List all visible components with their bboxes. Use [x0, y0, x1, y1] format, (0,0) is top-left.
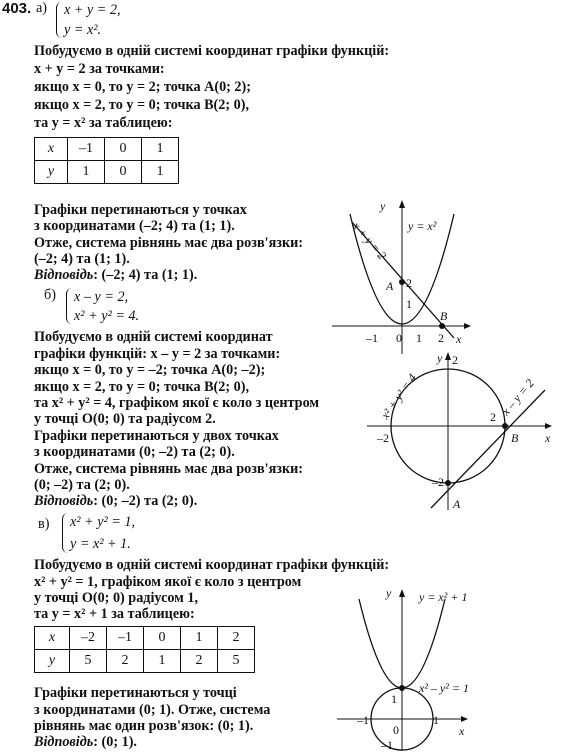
graph-a-line-label: x + y = 2 [349, 218, 390, 263]
part-c-line4: та y = x² + 1 за таблицею: [34, 606, 195, 622]
part-a-answer [34, 268, 197, 283]
part-a-eq1: x + y = 2, [64, 2, 121, 18]
answer-label: Відповідь [34, 734, 94, 750]
part-c-res2: з координатами (0; 1). Отже, система [34, 702, 271, 718]
problem-number: 403. [2, 0, 32, 17]
answer-label: Відповідь [34, 493, 94, 509]
table-cell: –1 [68, 138, 105, 161]
part-a-res3: Отже, система рівнянь має два розв'язки: [34, 235, 304, 251]
part-b-line1: Побудуємо в одній системі координат [34, 329, 273, 345]
graph-c-parabola-label: y = x² + 1 [419, 590, 468, 604]
part-c-brace [62, 513, 69, 553]
graph-b-tick-y2: 2 [452, 353, 458, 367]
table-row [35, 138, 179, 161]
graph-c-x-arrow [461, 716, 468, 722]
part-a-line5: та y = x² за таблицею: [34, 115, 173, 131]
table-row [35, 627, 255, 650]
graph-c-y-label: y [386, 586, 392, 600]
part-a-res2: з координатами (–2; 4) та (1; 1). [34, 218, 235, 234]
part-b-line2: графіки функцій: x – y = 2 за точками: [34, 346, 281, 362]
graph-b-circle-label: x² + y² = 4 [377, 371, 420, 422]
graph-c-ytick-1: 1 [391, 692, 397, 706]
graph-b-line-label: x – y = 2 [498, 376, 537, 418]
graph-c-tick-1: 1 [433, 713, 439, 727]
graph-b-y-arrow [445, 352, 451, 360]
part-b-res4: (0; –2) та (2; 0). [34, 477, 130, 493]
answer-text: : (0; 1). [93, 734, 137, 750]
part-b-eq1: x – y = 2, [74, 289, 129, 305]
table-cell: 5 [70, 650, 107, 673]
graph-b-point-a [445, 480, 451, 486]
graph-a-point-a [399, 279, 405, 285]
part-b-line6: у точці O(0; 0) та радіусом 2. [34, 411, 216, 427]
part-c-line1: Побудуємо в одній системі координат графіки функцій: [34, 557, 390, 573]
graph-b-x-label: x [545, 431, 551, 445]
graph-b-tick-xm2: –2 [377, 431, 389, 445]
graph-a-tick-2: 2 [438, 331, 444, 345]
table-cell: 2 [218, 627, 255, 650]
graph-c-y-arrow [399, 589, 405, 597]
table-cell: 1 [144, 650, 181, 673]
part-b-eq2: x² + y² = 4. [74, 308, 140, 324]
graph-c-x-label: x [459, 724, 465, 738]
table-row [35, 650, 255, 673]
part-a-table [34, 137, 179, 184]
table-cell: 2 [181, 650, 218, 673]
table-cell: –1 [107, 627, 144, 650]
graph-a-point-b-label: B [440, 309, 448, 323]
graph-b-tick-x2: 2 [490, 410, 496, 424]
graph-b [365, 350, 560, 515]
table-cell: 1 [68, 161, 105, 184]
graph-b-tick-ym2: –2 [432, 475, 444, 489]
part-b-res2: з координатами (0; –2) та (2; 0). [34, 444, 235, 460]
table-cell: x [35, 627, 70, 650]
table-cell: 5 [218, 650, 255, 673]
table-cell: 2 [107, 650, 144, 673]
part-a-label: а) [36, 0, 48, 16]
table-cell: x [35, 138, 68, 161]
answer-text: : (0; –2) та (2; 0). [93, 493, 198, 509]
part-b-brace [66, 288, 73, 324]
graph-a-point-b [439, 323, 445, 329]
graph-b-point-a-label: A [453, 497, 461, 511]
table-cell: 1 [181, 627, 218, 650]
table-cell: 1 [142, 138, 179, 161]
part-c-res3: рівнянь має один розв'язок: (0; 1). [34, 718, 254, 734]
part-b-answer [34, 494, 197, 509]
graph-a-x-label: x [456, 332, 462, 346]
graph-a-point-a-label: A [386, 279, 394, 293]
part-a-res4: (–2; 4) та (1; 1). [34, 251, 130, 267]
graph-a-tick-m1: –1 [366, 331, 378, 345]
graph-c-ytick-m1: –1 [381, 738, 393, 752]
graph-b-point-b [502, 423, 508, 429]
part-a-eq2: y = x². [64, 22, 102, 38]
graph-a-ytick-2: 2 [406, 276, 412, 290]
graph-a-x-arrow [464, 323, 471, 329]
part-c-answer [34, 735, 137, 750]
part-c-line3: у точці O(0; 0) радіусом 1, [34, 590, 199, 606]
graph-a-parabola-label: y = x² [408, 219, 437, 233]
part-a-res1: Графіки перетинаються у точках [34, 202, 247, 218]
graph-c-point [399, 685, 405, 691]
part-b-line5: та x² + y² = 4, графіком якої є коло з центром [34, 395, 320, 411]
part-b-line4: якщо x = 2, то y = 0; точка B(2; 0), [34, 379, 250, 395]
part-a-line1: Побудуємо в одній системі координат графіки функцій: [34, 43, 390, 59]
part-c-eq2: y = x² + 1. [70, 536, 131, 552]
table-row [35, 161, 179, 184]
graph-a-y-arrow [399, 200, 405, 208]
graph-b-point-b-label: B [511, 431, 519, 445]
part-b-res1: Графіки перетинаються у двох точках [34, 428, 279, 444]
graph-b-x-arrow [545, 423, 552, 429]
part-c-line2: x² + y² = 1, графіком якої є коло з центром [34, 574, 302, 590]
part-c-res1: Графіки перетинаються у точці [34, 685, 237, 701]
graph-a-tick-1: 1 [416, 331, 422, 345]
part-c-eq1: x² + y² = 1, [70, 514, 136, 530]
table-cell: y [35, 161, 68, 184]
table-cell: 0 [105, 161, 142, 184]
graph-a-y-label: y [380, 199, 386, 213]
graph-a [330, 196, 470, 356]
table-cell: 0 [144, 627, 181, 650]
graph-c-circle-label: x² – y² = 1 [419, 681, 469, 695]
graph-b-y-label: y [437, 351, 443, 365]
table-cell: y [35, 650, 70, 673]
part-a-line3: якщо x = 0, то y = 2; точка A(0; 2); [34, 79, 251, 95]
part-c-table [34, 626, 255, 673]
part-a-brace [56, 2, 63, 38]
part-c-label: в) [38, 516, 50, 532]
part-a-line4: якщо x = 2, то y = 0; точка B(2; 0), [34, 97, 250, 113]
part-b-line3: якщо x = 0, то y = –2; точка A(0; –2); [34, 362, 266, 378]
graph-a-tick-0: 0 [396, 331, 402, 345]
graph-a-ytick-1: 1 [406, 297, 412, 311]
table-cell: 0 [105, 138, 142, 161]
answer-text: : (–2; 4) та (1; 1). [93, 267, 198, 283]
part-b-label: б) [44, 287, 56, 303]
part-a-line2: x + y = 2 за точками: [34, 61, 165, 77]
graph-c-tick-m1: –1 [357, 713, 369, 727]
table-cell: –2 [70, 627, 107, 650]
part-b-res3: Отже, система рівнянь має два розв'язки: [34, 461, 304, 477]
table-cell: 1 [142, 161, 179, 184]
answer-label: Відповідь [34, 267, 94, 283]
graph-c [335, 585, 485, 753]
graph-c-tick-0: 0 [393, 723, 399, 737]
